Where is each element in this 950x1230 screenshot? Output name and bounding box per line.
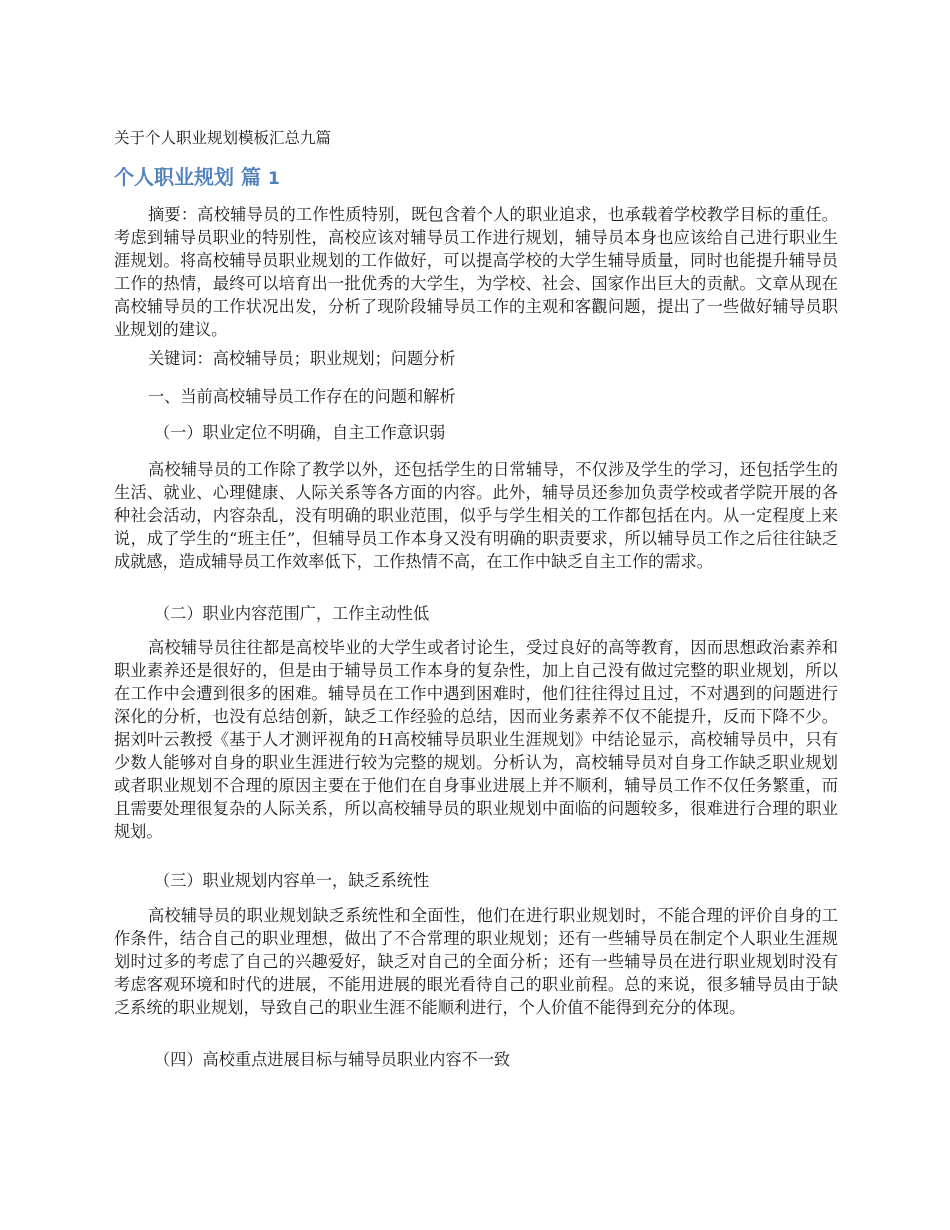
section-heading-text: 个人职业规划 篇 (114, 165, 261, 189)
keywords-paragraph: 关键词：高校辅导员；职业规划；问题分析 (148, 349, 456, 368)
document-title: 关于个人职业规划模板汇总九篇 (114, 129, 332, 147)
subsection-heading-2: （二）职业内容范围广，工作主动性低 (154, 604, 430, 623)
subsection-heading-3: （三）职业规划内容单一，缺乏系统性 (154, 871, 430, 890)
section-heading (114, 163, 280, 193)
subsection-heading-4: （四）高校重点进展目标与辅导员职业内容不一致 (154, 1050, 511, 1069)
subsection-heading-1: （一）职业定位不明确，自主工作意识弱 (154, 423, 446, 442)
body-paragraph-2: 高校辅导员往往都是高校毕业的大学生或者讨论生，受过良好的高等教育，因而思想政治素养和职业素养还是很好的，但是由于辅导员工作本身的复杂性，加上自己没有做过完整的职业规划，所以在工作中会遭到很多的困难。辅导员在工作中遇到困难时，他们往往得过且过，不对遇到的问题进行深化的分析，也没有总结创新，缺乏工作经验的总结，因而业务素养不仅不能提升，反而下降不少。据刘叶云教授《基于人才测评视角的Ｈ高校辅导员职业生涯规划》中结论显示，高校辅导员中，只有少数人能够对自身的职业生涯进行较为完整的规划。分析认为，高校辅导员对自身工作缺乏职业规划或者职业规划不合理的原因主要在于他们在自身事业进展上并不顺利，辅导员工作不仅任务繁重，而且需要处理很复杂的人际关系，所以高校辅导员的职业规划中面临的问题较多，很难进行合理的职业规划。 (114, 638, 838, 841)
body-paragraph-1: 高校辅导员的工作除了教学以外，还包括学生的日常辅导，不仅涉及学生的学习，还包括学生的生活、就业、心理健康、人际关系等各方面的内容。此外，辅导员还参加负责学校或者学院开展的各种社会活动，内容杂乱，没有明确的职业范围，似乎与学生相关的工作都包括在内。从一定程度上来说，成了学生的“班主任”，但辅导员工作本身又没有明确的职责要求，所以辅导员工作之后往往缺乏成就感，造成辅导员工作效率低下，工作热情不高，在工作中缺乏自主工作的需求。 (114, 460, 838, 571)
abstract-paragraph: 摘要：高校辅导员的工作性质特别，既包含着个人的职业追求，也承载着学校教学目标的重任。考虑到辅导员职业的特别性，高校应该对辅导员工作进行规划，辅导员本身也应该给自己进行职业生涯规划。将高校辅导员职业规划的工作做好，可以提高学校的大学生辅导质量，同时也能提升辅导员工作的热情，最终可以培育出一批优秀的大学生，为学校、社会、国家作出巨大的贡献。文章从现在高校辅导员的工作状况出发，分析了现阶段辅导员工作的主观和客觀问题，提出了一些做好辅导员职业规划的建议。 (114, 205, 838, 339)
section-heading-number: 1 (267, 169, 280, 189)
chapter-heading: 一、当前高校辅导员工作存在的问题和解析 (148, 387, 456, 406)
body-paragraph-3: 高校辅导员的职业规划缺乏系统性和全面性，他们在进行职业规划时，不能合理的评价自身的工作条件，结合自己的职业理想，做出了不合常理的职业规划；还有一些辅导员在制定个人职业生涯规划时过多的考虑了自己的兴趣爱好，缺乏对自己的全面分析；还有一些辅导员在进行职业规划时没有考虑客观环境和时代的进展，不能用进展的眼光看待自己的职业前程。总的来说，很多辅导员由于缺乏系统的职业规划，导致自己的职业生涯不能顺利进行，个人价值不能得到充分的体现。 (114, 906, 838, 1017)
